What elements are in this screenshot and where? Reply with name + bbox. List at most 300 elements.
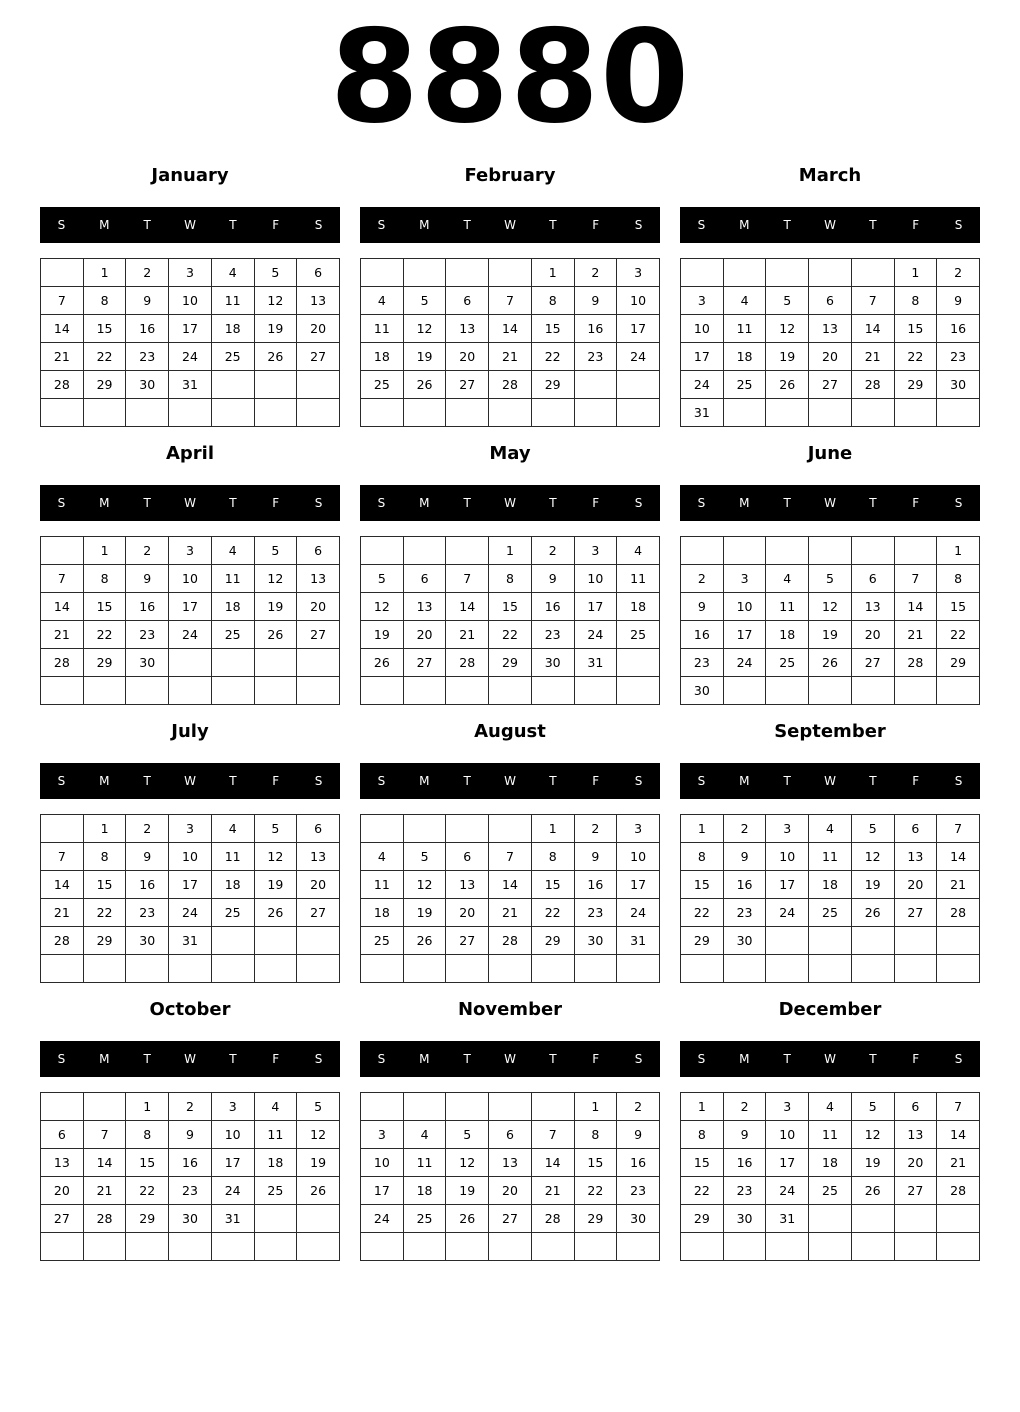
day-cell: 22 bbox=[83, 621, 126, 649]
day-cell: 19 bbox=[809, 621, 852, 649]
day-cell: 20 bbox=[41, 1177, 84, 1205]
day-grid bbox=[40, 1092, 340, 1261]
day-cell: 21 bbox=[41, 621, 84, 649]
day-cell: 9 bbox=[617, 1121, 660, 1149]
day-cell: 12 bbox=[446, 1149, 489, 1177]
day-cell: 20 bbox=[809, 343, 852, 371]
empty-day-cell bbox=[83, 677, 126, 705]
day-cell: 20 bbox=[297, 871, 340, 899]
empty-day-cell bbox=[211, 677, 254, 705]
day-cell: 1 bbox=[83, 537, 126, 565]
day-cell: 14 bbox=[41, 315, 84, 343]
day-cell: 24 bbox=[617, 343, 660, 371]
day-cell: 18 bbox=[723, 343, 766, 371]
weekday-label: S bbox=[634, 496, 643, 510]
day-cell: 27 bbox=[403, 649, 446, 677]
day-cell: 14 bbox=[446, 593, 489, 621]
week-row bbox=[361, 371, 660, 399]
day-cell: 25 bbox=[211, 899, 254, 927]
day-cell: 24 bbox=[766, 1177, 809, 1205]
weekday-header-bar bbox=[680, 763, 980, 799]
week-row bbox=[361, 899, 660, 927]
empty-day-cell bbox=[169, 649, 212, 677]
empty-day-cell bbox=[254, 371, 297, 399]
day-cell: 27 bbox=[297, 899, 340, 927]
day-cell: 6 bbox=[403, 565, 446, 593]
day-cell: 8 bbox=[681, 1121, 724, 1149]
week-row bbox=[361, 815, 660, 843]
empty-day-cell bbox=[894, 399, 937, 427]
empty-day-cell bbox=[41, 399, 84, 427]
day-cell: 3 bbox=[723, 565, 766, 593]
day-cell: 10 bbox=[723, 593, 766, 621]
day-grid bbox=[360, 536, 660, 705]
day-cell: 3 bbox=[169, 537, 212, 565]
day-cell: 6 bbox=[489, 1121, 532, 1149]
day-cell: 11 bbox=[809, 843, 852, 871]
week-row bbox=[681, 565, 980, 593]
day-cell: 22 bbox=[83, 343, 126, 371]
weekday-label: F bbox=[912, 218, 920, 232]
day-cell: 19 bbox=[403, 343, 446, 371]
empty-day-cell bbox=[894, 1233, 937, 1261]
day-cell: 13 bbox=[446, 871, 489, 899]
day-cell: 4 bbox=[403, 1121, 446, 1149]
weekday-label: F bbox=[272, 218, 280, 232]
day-cell: 27 bbox=[446, 927, 489, 955]
week-row bbox=[361, 1205, 660, 1233]
day-cell: 5 bbox=[809, 565, 852, 593]
day-cell: 17 bbox=[361, 1177, 404, 1205]
empty-day-cell bbox=[574, 1233, 617, 1261]
day-cell: 28 bbox=[489, 927, 532, 955]
day-cell: 1 bbox=[574, 1093, 617, 1121]
day-cell: 20 bbox=[894, 1149, 937, 1177]
day-cell: 15 bbox=[531, 871, 574, 899]
empty-day-cell bbox=[851, 955, 894, 983]
empty-day-cell bbox=[937, 927, 980, 955]
day-cell: 27 bbox=[446, 371, 489, 399]
day-cell: 15 bbox=[83, 593, 126, 621]
day-cell: 3 bbox=[361, 1121, 404, 1149]
day-cell: 7 bbox=[489, 287, 532, 315]
day-cell: 29 bbox=[531, 371, 574, 399]
weekday-header-bar bbox=[360, 763, 660, 799]
week-row bbox=[681, 1121, 980, 1149]
day-cell: 20 bbox=[297, 315, 340, 343]
empty-day-cell bbox=[403, 399, 446, 427]
day-cell: 28 bbox=[83, 1205, 126, 1233]
day-cell: 17 bbox=[617, 871, 660, 899]
day-cell: 29 bbox=[83, 371, 126, 399]
month-name: January bbox=[151, 165, 229, 186]
empty-day-cell bbox=[41, 1093, 84, 1121]
day-cell: 5 bbox=[254, 259, 297, 287]
weekday-label: S bbox=[954, 774, 963, 788]
weekday-label: T bbox=[143, 496, 151, 510]
weekday-label: T bbox=[463, 496, 471, 510]
day-cell: 4 bbox=[766, 565, 809, 593]
day-cell: 10 bbox=[617, 843, 660, 871]
empty-day-cell bbox=[681, 537, 724, 565]
day-cell: 11 bbox=[211, 843, 254, 871]
day-cell: 14 bbox=[531, 1149, 574, 1177]
day-cell: 4 bbox=[809, 1093, 852, 1121]
weekday-label: T bbox=[783, 218, 791, 232]
day-grid bbox=[360, 1092, 660, 1261]
empty-day-cell bbox=[894, 677, 937, 705]
weekday-label: W bbox=[504, 774, 516, 788]
day-cell: 26 bbox=[809, 649, 852, 677]
day-cell: 8 bbox=[489, 565, 532, 593]
day-cell: 6 bbox=[41, 1121, 84, 1149]
empty-day-cell bbox=[361, 537, 404, 565]
day-cell: 30 bbox=[126, 927, 169, 955]
day-cell: 25 bbox=[766, 649, 809, 677]
day-cell: 25 bbox=[723, 371, 766, 399]
day-cell: 16 bbox=[681, 621, 724, 649]
day-cell: 27 bbox=[297, 343, 340, 371]
empty-day-cell bbox=[361, 677, 404, 705]
weekday-label: T bbox=[463, 218, 471, 232]
empty-day-cell bbox=[254, 955, 297, 983]
day-cell: 26 bbox=[254, 343, 297, 371]
day-cell: 16 bbox=[126, 871, 169, 899]
day-cell: 21 bbox=[41, 899, 84, 927]
day-cell: 20 bbox=[851, 621, 894, 649]
day-cell: 19 bbox=[254, 871, 297, 899]
empty-day-cell bbox=[297, 1233, 340, 1261]
weekday-label: S bbox=[377, 1052, 386, 1066]
day-cell: 18 bbox=[766, 621, 809, 649]
day-cell: 29 bbox=[126, 1205, 169, 1233]
day-cell: 4 bbox=[723, 287, 766, 315]
empty-day-cell bbox=[681, 259, 724, 287]
empty-day-cell bbox=[574, 371, 617, 399]
day-cell: 6 bbox=[446, 287, 489, 315]
weekday-header-bar bbox=[680, 207, 980, 243]
day-cell: 6 bbox=[851, 565, 894, 593]
day-cell: 9 bbox=[531, 565, 574, 593]
day-cell: 13 bbox=[297, 843, 340, 871]
empty-day-cell bbox=[809, 1233, 852, 1261]
day-cell: 28 bbox=[531, 1205, 574, 1233]
day-cell: 23 bbox=[169, 1177, 212, 1205]
day-cell: 27 bbox=[489, 1205, 532, 1233]
day-cell: 18 bbox=[254, 1149, 297, 1177]
empty-day-cell bbox=[681, 1233, 724, 1261]
weekday-label: F bbox=[912, 1052, 920, 1066]
empty-day-cell bbox=[254, 399, 297, 427]
day-cell: 18 bbox=[809, 871, 852, 899]
day-cell: 17 bbox=[169, 315, 212, 343]
empty-day-cell bbox=[617, 371, 660, 399]
day-cell: 26 bbox=[361, 649, 404, 677]
month-name: August bbox=[474, 721, 546, 742]
day-grid bbox=[680, 1092, 980, 1261]
week-row bbox=[361, 1093, 660, 1121]
empty-day-cell bbox=[489, 399, 532, 427]
day-cell: 5 bbox=[403, 287, 446, 315]
day-cell: 5 bbox=[254, 815, 297, 843]
day-cell: 7 bbox=[894, 565, 937, 593]
week-row bbox=[681, 677, 980, 705]
weekday-label: S bbox=[314, 218, 323, 232]
day-cell: 14 bbox=[937, 1121, 980, 1149]
weekday-header-bar bbox=[40, 763, 340, 799]
day-cell: 31 bbox=[574, 649, 617, 677]
week-row bbox=[681, 315, 980, 343]
weekday-label: M bbox=[99, 1052, 110, 1066]
empty-day-cell bbox=[169, 1233, 212, 1261]
day-cell: 9 bbox=[126, 287, 169, 315]
day-cell: 24 bbox=[617, 899, 660, 927]
day-cell: 4 bbox=[254, 1093, 297, 1121]
day-cell: 26 bbox=[446, 1205, 489, 1233]
day-cell: 1 bbox=[681, 815, 724, 843]
weekday-label: S bbox=[314, 1052, 323, 1066]
day-cell: 15 bbox=[83, 315, 126, 343]
day-cell: 4 bbox=[809, 815, 852, 843]
empty-day-cell bbox=[937, 1205, 980, 1233]
day-cell: 11 bbox=[254, 1121, 297, 1149]
week-row bbox=[41, 537, 340, 565]
week-row bbox=[681, 843, 980, 871]
week-row bbox=[361, 259, 660, 287]
empty-day-cell bbox=[681, 955, 724, 983]
empty-day-cell bbox=[809, 677, 852, 705]
empty-day-cell bbox=[297, 927, 340, 955]
day-cell: 23 bbox=[126, 621, 169, 649]
empty-day-cell bbox=[809, 1205, 852, 1233]
day-cell: 19 bbox=[297, 1149, 340, 1177]
empty-day-cell bbox=[297, 649, 340, 677]
day-cell: 5 bbox=[446, 1121, 489, 1149]
week-row bbox=[41, 955, 340, 983]
day-cell: 17 bbox=[766, 1149, 809, 1177]
empty-day-cell bbox=[126, 677, 169, 705]
weekday-label: M bbox=[419, 774, 430, 788]
day-cell: 11 bbox=[211, 287, 254, 315]
day-cell: 4 bbox=[361, 287, 404, 315]
week-row bbox=[681, 649, 980, 677]
day-cell: 11 bbox=[809, 1121, 852, 1149]
empty-day-cell bbox=[766, 955, 809, 983]
week-row bbox=[41, 843, 340, 871]
day-cell: 1 bbox=[126, 1093, 169, 1121]
day-cell: 14 bbox=[489, 315, 532, 343]
week-row bbox=[361, 287, 660, 315]
day-cell: 6 bbox=[297, 537, 340, 565]
day-cell: 20 bbox=[489, 1177, 532, 1205]
day-cell: 9 bbox=[574, 843, 617, 871]
day-cell: 2 bbox=[723, 1093, 766, 1121]
week-row bbox=[361, 843, 660, 871]
day-cell: 24 bbox=[169, 343, 212, 371]
week-row bbox=[681, 287, 980, 315]
weekday-label: S bbox=[697, 1052, 706, 1066]
month-name: December bbox=[778, 999, 882, 1020]
day-cell: 13 bbox=[809, 315, 852, 343]
day-cell: 7 bbox=[531, 1121, 574, 1149]
empty-day-cell bbox=[297, 399, 340, 427]
empty-day-cell bbox=[937, 399, 980, 427]
empty-day-cell bbox=[126, 1233, 169, 1261]
empty-day-cell bbox=[894, 1205, 937, 1233]
day-cell: 16 bbox=[574, 871, 617, 899]
day-cell: 16 bbox=[617, 1149, 660, 1177]
day-cell: 26 bbox=[403, 371, 446, 399]
empty-day-cell bbox=[489, 677, 532, 705]
day-cell: 2 bbox=[617, 1093, 660, 1121]
weekday-label: S bbox=[954, 218, 963, 232]
day-cell: 21 bbox=[83, 1177, 126, 1205]
day-cell: 20 bbox=[297, 593, 340, 621]
day-cell: 30 bbox=[723, 1205, 766, 1233]
weekday-label: S bbox=[954, 1052, 963, 1066]
day-cell: 25 bbox=[361, 371, 404, 399]
weekday-header-bar bbox=[40, 485, 340, 521]
weekday-label: M bbox=[419, 496, 430, 510]
day-cell: 8 bbox=[894, 287, 937, 315]
day-cell: 19 bbox=[254, 315, 297, 343]
day-cell: 5 bbox=[297, 1093, 340, 1121]
day-cell: 17 bbox=[681, 343, 724, 371]
empty-day-cell bbox=[489, 815, 532, 843]
day-cell: 28 bbox=[489, 371, 532, 399]
day-cell: 30 bbox=[937, 371, 980, 399]
weekday-header-bar bbox=[680, 485, 980, 521]
day-cell: 3 bbox=[681, 287, 724, 315]
day-cell: 15 bbox=[894, 315, 937, 343]
day-cell: 13 bbox=[41, 1149, 84, 1177]
day-cell: 14 bbox=[894, 593, 937, 621]
day-cell: 10 bbox=[766, 843, 809, 871]
empty-day-cell bbox=[446, 259, 489, 287]
day-cell: 22 bbox=[126, 1177, 169, 1205]
day-cell: 22 bbox=[574, 1177, 617, 1205]
weekday-label: S bbox=[57, 496, 66, 510]
day-cell: 12 bbox=[361, 593, 404, 621]
day-cell: 21 bbox=[446, 621, 489, 649]
week-row bbox=[681, 871, 980, 899]
day-cell: 12 bbox=[851, 1121, 894, 1149]
weekday-label: F bbox=[912, 774, 920, 788]
weekday-label: F bbox=[592, 496, 600, 510]
day-cell: 27 bbox=[894, 899, 937, 927]
day-cell: 15 bbox=[489, 593, 532, 621]
day-cell: 11 bbox=[617, 565, 660, 593]
week-row bbox=[681, 399, 980, 427]
day-cell: 8 bbox=[126, 1121, 169, 1149]
week-row bbox=[41, 1205, 340, 1233]
empty-day-cell bbox=[851, 1205, 894, 1233]
day-cell: 21 bbox=[937, 1149, 980, 1177]
day-cell: 18 bbox=[211, 871, 254, 899]
empty-day-cell bbox=[361, 955, 404, 983]
day-cell: 12 bbox=[254, 287, 297, 315]
day-cell: 29 bbox=[681, 1205, 724, 1233]
weekday-label: T bbox=[229, 496, 237, 510]
empty-day-cell bbox=[723, 537, 766, 565]
weekday-label: M bbox=[419, 1052, 430, 1066]
day-cell: 8 bbox=[531, 287, 574, 315]
day-cell: 8 bbox=[531, 843, 574, 871]
weekday-label: S bbox=[57, 1052, 66, 1066]
week-row bbox=[41, 593, 340, 621]
day-cell: 9 bbox=[574, 287, 617, 315]
empty-day-cell bbox=[574, 955, 617, 983]
weekday-label: T bbox=[869, 1052, 877, 1066]
day-cell: 13 bbox=[446, 315, 489, 343]
day-cell: 7 bbox=[41, 287, 84, 315]
day-cell: 8 bbox=[83, 565, 126, 593]
day-cell: 12 bbox=[851, 843, 894, 871]
day-cell: 21 bbox=[851, 343, 894, 371]
day-cell: 15 bbox=[83, 871, 126, 899]
week-row bbox=[41, 649, 340, 677]
empty-day-cell bbox=[403, 677, 446, 705]
empty-day-cell bbox=[403, 815, 446, 843]
day-cell: 12 bbox=[403, 315, 446, 343]
day-cell: 1 bbox=[937, 537, 980, 565]
day-cell: 10 bbox=[361, 1149, 404, 1177]
day-cell: 25 bbox=[809, 1177, 852, 1205]
week-row bbox=[41, 927, 340, 955]
weekday-header-bar bbox=[360, 207, 660, 243]
week-row bbox=[41, 621, 340, 649]
day-cell: 26 bbox=[403, 927, 446, 955]
day-cell: 24 bbox=[211, 1177, 254, 1205]
day-cell: 26 bbox=[254, 899, 297, 927]
week-row bbox=[41, 1121, 340, 1149]
day-cell: 2 bbox=[574, 259, 617, 287]
day-cell: 10 bbox=[211, 1121, 254, 1149]
day-cell: 28 bbox=[851, 371, 894, 399]
day-cell: 15 bbox=[574, 1149, 617, 1177]
weekday-label: T bbox=[463, 1052, 471, 1066]
day-cell: 14 bbox=[83, 1149, 126, 1177]
weekday-label: T bbox=[783, 1052, 791, 1066]
empty-day-cell bbox=[574, 399, 617, 427]
weekday-label: T bbox=[229, 774, 237, 788]
empty-day-cell bbox=[489, 1093, 532, 1121]
weekday-header-bar bbox=[680, 1041, 980, 1077]
day-grid bbox=[680, 258, 980, 427]
day-cell: 8 bbox=[937, 565, 980, 593]
day-cell: 10 bbox=[766, 1121, 809, 1149]
empty-day-cell bbox=[41, 537, 84, 565]
day-cell: 31 bbox=[681, 399, 724, 427]
empty-day-cell bbox=[809, 927, 852, 955]
week-row bbox=[41, 899, 340, 927]
day-cell: 9 bbox=[681, 593, 724, 621]
day-cell: 17 bbox=[766, 871, 809, 899]
day-cell: 25 bbox=[617, 621, 660, 649]
empty-day-cell bbox=[489, 259, 532, 287]
day-cell: 13 bbox=[403, 593, 446, 621]
empty-day-cell bbox=[723, 259, 766, 287]
weekday-label: T bbox=[549, 774, 557, 788]
weekday-label: T bbox=[229, 218, 237, 232]
week-row bbox=[361, 1233, 660, 1261]
day-cell: 2 bbox=[681, 565, 724, 593]
day-cell: 10 bbox=[574, 565, 617, 593]
empty-day-cell bbox=[211, 955, 254, 983]
day-cell: 2 bbox=[126, 259, 169, 287]
day-cell: 12 bbox=[254, 565, 297, 593]
week-row bbox=[41, 1177, 340, 1205]
